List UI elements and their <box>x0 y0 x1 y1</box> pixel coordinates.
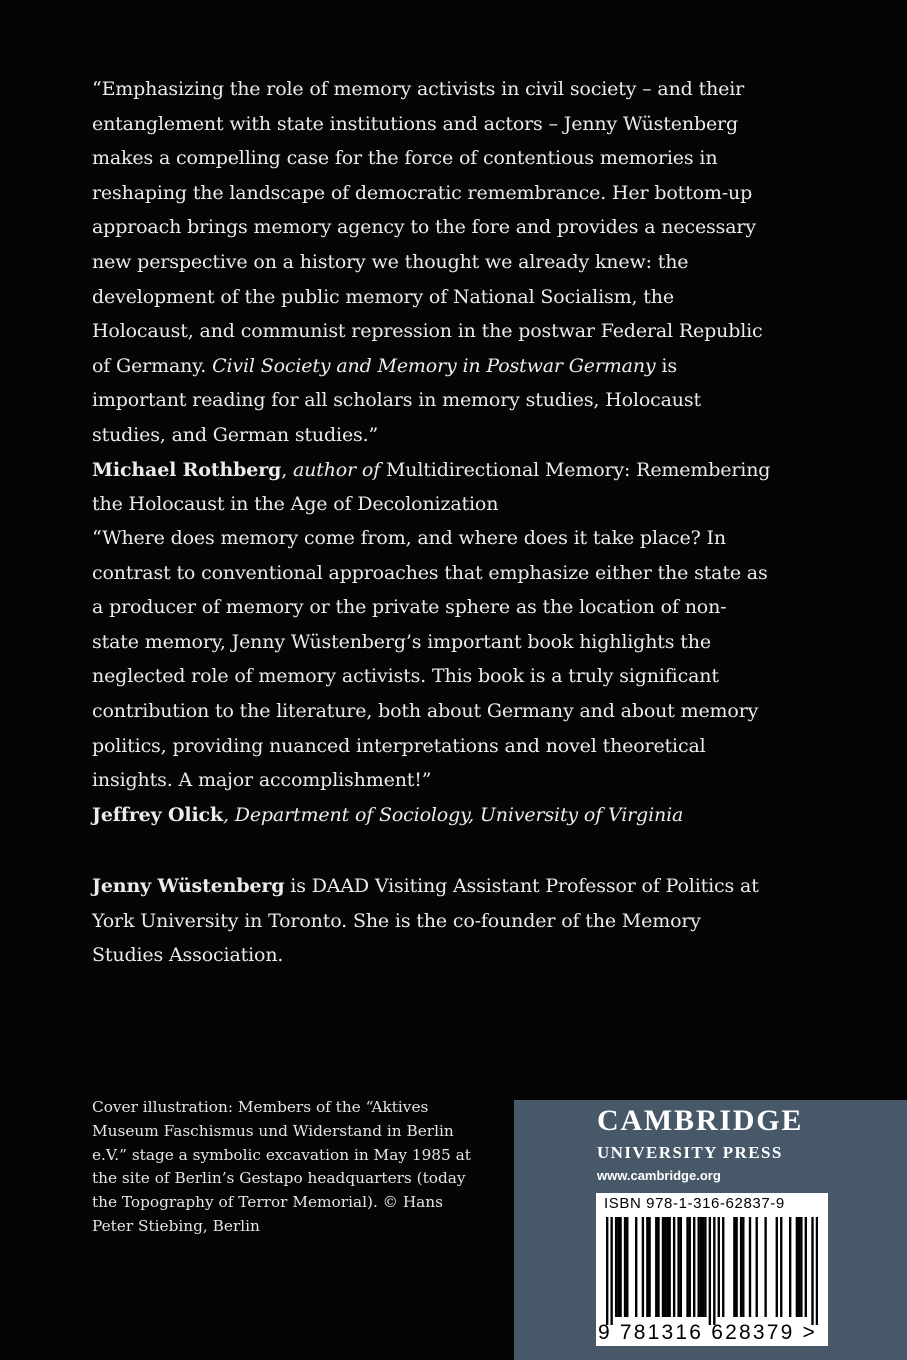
barcode-bar <box>619 1217 621 1317</box>
barcode-bar <box>796 1217 798 1317</box>
reviewer-book: Multidirectional Memory: Remembering the Holocaust in the Age of Decolonization <box>92 458 771 516</box>
book-title: Civil Society and Memory in Postwar Germany <box>212 354 656 377</box>
barcode-bar <box>704 1217 706 1317</box>
barcode-bar <box>700 1217 702 1317</box>
author-bio <box>92 869 772 973</box>
barcode-bar <box>666 1217 668 1317</box>
barcode-bar <box>697 1217 699 1317</box>
barcode-bar <box>662 1217 664 1317</box>
review-quote-olick <box>92 521 772 832</box>
reviewer-name: Jeffrey Olick <box>92 803 223 826</box>
barcode <box>596 1193 828 1346</box>
barcode-bar <box>740 1217 742 1317</box>
bio-text <box>92 869 772 973</box>
reviewer-name: Michael Rothberg <box>92 458 282 481</box>
barcode-bar <box>733 1217 735 1317</box>
barcode-bar <box>722 1217 724 1317</box>
barcode-bar <box>686 1217 688 1317</box>
barcode-bar <box>648 1217 650 1317</box>
bio-body: is DAAD Visiting Assistant Professor of Politics at York University in Toronto. She is the co-founder of the Memory Studies Association. <box>92 875 759 967</box>
barcode-bar <box>606 1217 608 1325</box>
barcode-bar <box>693 1217 695 1317</box>
barcode-bar <box>615 1217 617 1317</box>
barcode-bar <box>617 1217 619 1317</box>
author-of-label: author of <box>292 458 381 481</box>
barcode-bar <box>816 1217 818 1325</box>
barcode-bar <box>702 1217 704 1317</box>
barcode-bar <box>718 1217 720 1317</box>
barcode-bar <box>668 1217 670 1317</box>
barcode-bars-icon <box>606 1217 818 1325</box>
barcode-bar <box>610 1217 612 1325</box>
barcode-bar <box>626 1217 628 1317</box>
barcode-bar <box>776 1217 778 1317</box>
publisher-url: www.cambridge.org <box>597 1168 721 1183</box>
attribution-sep: , <box>281 458 293 481</box>
barcode-bar <box>642 1217 644 1317</box>
barcode-bar <box>657 1217 659 1317</box>
barcode-bar <box>742 1217 744 1317</box>
barcode-bar <box>635 1217 637 1317</box>
quote-body-1: “Emphasizing the role of memory activists in civil society – and their entanglement with state institutions and actors – Jenny Wüstenberg makes a compelling case for the force of contentious memories in reshaping the landscape of democratic remembrance. Her bottom-up approach brings memory agency to the fore and provides a necessary new perspective on a history we thought we already knew: the development of the public memory of National Socialism, the Holocaust, and communist repression in the postwar Federal Republic of Germany. <box>92 78 763 377</box>
barcode-bar <box>764 1217 766 1317</box>
barcode-bar <box>689 1217 691 1317</box>
barcode-bar <box>805 1217 807 1317</box>
barcode-bar <box>655 1217 657 1317</box>
barcode-bar <box>673 1217 675 1317</box>
quote-attribution <box>92 798 772 833</box>
reviewer-affiliation: , Department of Sociology, University of Virginia <box>222 803 684 826</box>
author-name: Jenny Wüstenberg <box>92 875 285 897</box>
publisher-logo-name: CAMBRIDGE <box>597 1104 804 1137</box>
barcode-bar <box>680 1217 682 1317</box>
quote-text <box>92 72 772 453</box>
barcode-bar <box>664 1217 666 1317</box>
barcode-bar <box>789 1217 791 1317</box>
quote-body-2: is important reading for all scholars in memory studies, Holocaust studies, and German studies.” <box>92 354 701 446</box>
barcode-bar <box>735 1217 737 1317</box>
barcode-bar <box>756 1217 758 1317</box>
barcode-bar <box>798 1217 800 1317</box>
barcode-bar <box>709 1217 711 1325</box>
quote-text: “Where does memory come from, and where does it take place? In contrast to conventional approaches that emphasize either the state as a producer of memory or the private sphere as the location of non-state memory, Jenny Wüstenberg’s important book highlights the neglected role of memory activists. This book is a truly significant contribution to the literature, both about Germany and about memory politics, providing nuanced interpretations and novel theoretical insights. A major accomplishment!” <box>92 527 768 792</box>
cover-illustration-credit: Cover illustration: Members of the “Aktives Museum Faschismus und Widerstand in Berlin e.V.” stage a symbolic excavation in May 1985 at the site of Berlin’s Gestapo headquarters (today the Topography of Terror Memorial). © Hans Peter Stiebing, Berlin <box>92 1098 471 1235</box>
barcode-bar <box>624 1217 626 1317</box>
barcode-bar <box>800 1217 802 1317</box>
barcode-bar <box>677 1217 679 1317</box>
publisher-panel <box>514 1100 907 1360</box>
barcode-bar <box>646 1217 648 1317</box>
barcode-bar <box>713 1217 715 1325</box>
barcode-bar <box>749 1217 751 1317</box>
barcode-bar <box>780 1217 782 1317</box>
quote-attribution <box>92 453 772 522</box>
barcode-bar <box>811 1217 813 1325</box>
isbn-label: ISBN 978-1-316-62837-9 <box>604 1195 785 1212</box>
barcode-digits: 9 781316 628379 > <box>598 1321 817 1344</box>
publisher-logo-subtitle: UNIVERSITY PRESS <box>597 1143 783 1162</box>
review-quote-rothberg <box>92 72 772 522</box>
